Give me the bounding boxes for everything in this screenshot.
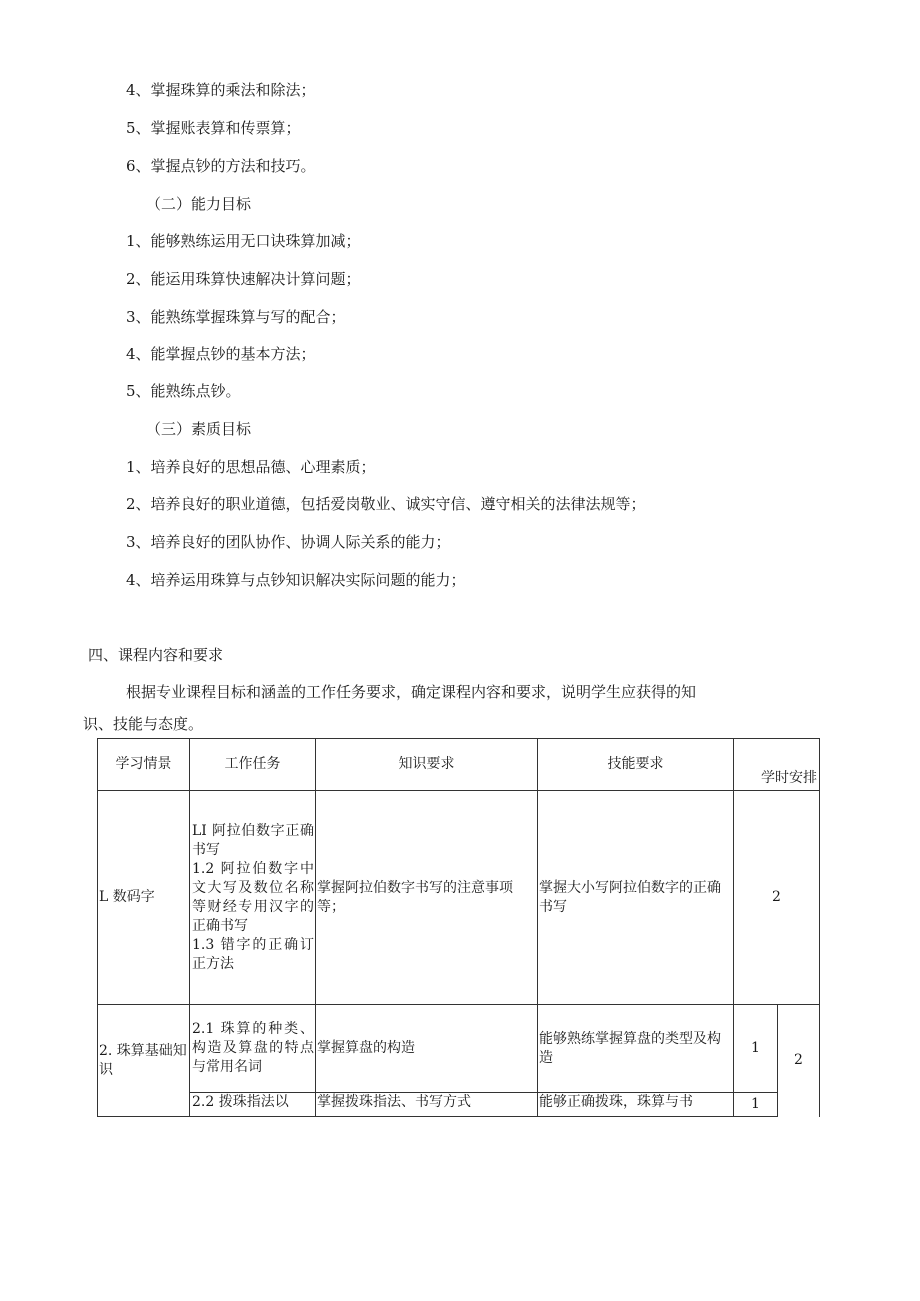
row1-hours: 2: [734, 791, 820, 1005]
ability-item-2: 2、能运用珠算快速解决计算问题；: [126, 270, 361, 288]
row2-scenario: 2. 珠算基础知识: [98, 1005, 190, 1117]
table-row: [98, 1005, 820, 1093]
knowledge-item-6: 6、掌握点钞的方法和技巧。: [126, 157, 316, 175]
row2-sub2-hours: 1: [734, 1093, 778, 1117]
knowledge-item-4: 4、掌握珠算的乘法和除法；: [126, 81, 316, 99]
ability-item-1: 1、能够熟练运用无口诀珠算加减；: [126, 232, 361, 250]
table-row: [98, 791, 820, 1005]
quality-item-1: 1、培养良好的思想品德、心理素质；: [126, 458, 376, 476]
row2-sub2-skill: 能够正确拨珠，珠算与书: [538, 1093, 734, 1117]
table-row: [98, 1093, 820, 1117]
row1-knowledge: 掌握阿拉伯数字书写的注意事项等；: [316, 791, 538, 1005]
course-content-table: [97, 738, 820, 1117]
row2-sub2-knowledge: 掌握拨珠指法、书写方式: [316, 1093, 538, 1117]
header-skill: 技能要求: [538, 739, 734, 791]
row2-sub1-skill: 能够熟练掌握算盘的类型及构造: [538, 1005, 734, 1093]
quality-heading: （三）素质目标: [146, 420, 252, 438]
ability-heading: （二）能力目标: [146, 195, 252, 213]
header-scenario: 学习情景: [98, 739, 190, 791]
row2-sub1-hours: 1: [734, 1005, 778, 1093]
header-hours: 学时安排: [734, 739, 820, 791]
row1-skill: 掌握大小写阿拉伯数字的正确书写: [538, 791, 734, 1005]
row1-tasks: LI 阿拉伯数字正确书写 1.2 阿拉伯数字中文大写及数位名称等财经专用汉字的正确书写 1.3 错字的正确订正方法: [190, 791, 316, 1005]
row2-sub1-task: 2.1 珠算的种类、构造及算盘的特点与常用名词: [190, 1005, 316, 1093]
quality-item-4: 4、培养运用珠算与点钞知识解决实际问题的能力；: [126, 571, 466, 589]
quality-item-3: 3、培养良好的团队协作、协调人际关系的能力；: [126, 533, 451, 551]
header-task: 工作任务: [190, 739, 316, 791]
knowledge-item-5: 5、掌握账表算和传票算；: [126, 119, 301, 137]
section-intro-line2: 识、技能与态度。: [83, 715, 204, 733]
ability-item-5: 5、能熟练点钞。: [126, 382, 241, 400]
row2-sub1-knowledge: 掌握算盘的构造: [316, 1005, 538, 1093]
section-intro-line1: 根据专业课程目标和涵盖的工作任务要求，确定课程内容和要求，说明学生应获得的知: [126, 683, 697, 701]
ability-item-3: 3、能熟练掌握珠算与写的配合；: [126, 308, 346, 326]
section-title: 四、课程内容和要求: [88, 646, 224, 664]
row2-total-hours: 2: [778, 1005, 820, 1117]
table-header-row: [98, 739, 820, 791]
quality-item-2: 2、培养良好的职业道德，包括爱岗敬业、诚实守信、遵守相关的法律法规等；: [126, 495, 646, 513]
row1-scenario: L 数码字: [98, 791, 190, 1005]
header-knowledge: 知识要求: [316, 739, 538, 791]
ability-item-4: 4、能掌握点钞的基本方法；: [126, 345, 316, 363]
row2-sub2-task: 2.2 拨珠指法以: [190, 1093, 316, 1117]
